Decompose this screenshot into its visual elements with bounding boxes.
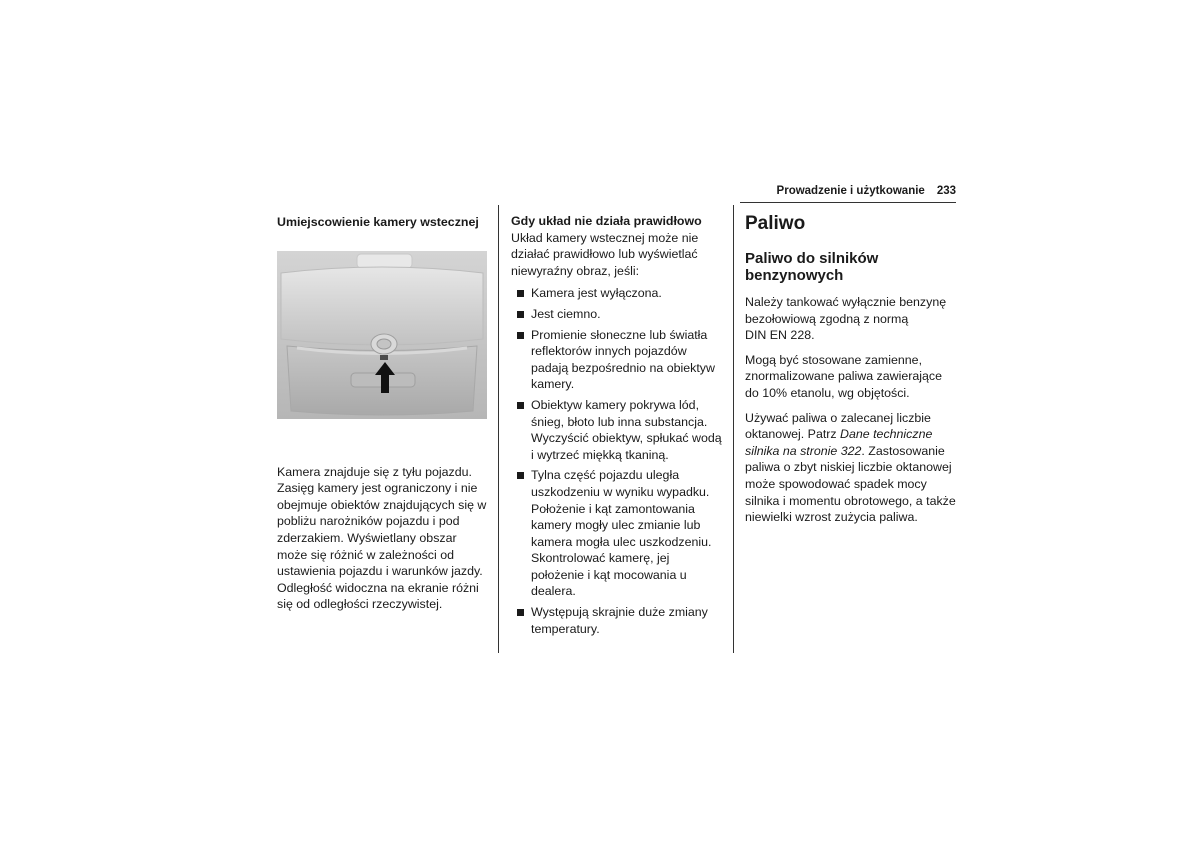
fuel-paragraph-3-start: Używać paliwa o zalecanej liczbie oktanowej. Patrz — [745, 410, 931, 442]
page-header — [740, 185, 956, 197]
malfunction-heading: Gdy układ nie działa prawidłowo — [511, 214, 702, 228]
column-camera-location — [277, 213, 489, 613]
column-fuel — [745, 213, 957, 526]
page-number: 233 — [936, 185, 956, 197]
list-item: Jest ciemno. — [511, 306, 723, 323]
column-malfunction — [511, 213, 723, 641]
malfunction-intro: Układ kamery wstecznej może nie działać prawidłowo lub wyświetlać niewyraźny obraz, jeśli: — [511, 230, 699, 278]
fuel-title: Paliwo — [745, 213, 806, 234]
list-item: Występują skrajnie duże zmiany temperatury. — [511, 604, 723, 637]
camera-location-heading: Umiejscowienie kamery wstecznej — [277, 215, 479, 229]
list-item: Promienie słoneczne lub światła reflektorów innych pojazdów padają bezpośrednio na obiektyw kamery. — [511, 327, 723, 393]
column-divider-1 — [498, 205, 499, 653]
section-title: Prowadzenie i użytkowanie — [776, 185, 925, 197]
fuel-paragraph-1-text: Należy tankować wyłącznie benzynę bezołowiową zgodną z normą — [745, 295, 947, 326]
technical-data-reference[interactable]: Dane techniczne silnika na stronie 322 — [745, 427, 933, 458]
fuel-paragraph-3 — [745, 410, 957, 526]
list-item: Kamera jest wyłączona. — [511, 285, 723, 302]
column-divider-2 — [733, 205, 734, 653]
malfunction-list — [511, 285, 723, 637]
fuel-paragraph-3-end: . Zastosowanie paliwa o zbyt niskiej liczbie oktanowej może spowodować spadek mocy silnika i momentu obrotowego, a także niewielki wzrost zużycia paliwa. — [745, 443, 956, 525]
header-rule — [740, 202, 956, 203]
fuel-paragraph-2: Mogą być stosowane zamienne, znormalizowane paliwa zawierające do 10% etanolu, wg objętości. — [745, 352, 942, 400]
list-item: Obiektyw kamery pokrywa lód, śnieg, błoto lub inna substancja. Wyczyścić obiektyw, spłukać wodą i wytrzeć miękką tkaniną. — [511, 397, 723, 463]
camera-location-text: Kamera znajduje się z tyłu pojazdu. Zasięg kamery jest ograniczony i nie obejmuje obiektów znajdujących się w pobliżu narożników pojazdu i pod zderzakiem. Wyświetlany obszar może się różnić w zależności od ustawienia pojazdu i warunków jazdy. Odległość widoczna na ekranie różni się od odległości rzeczywistej. — [277, 464, 487, 612]
fuel-paragraph-1 — [745, 294, 957, 344]
petrol-fuel-subtitle: Paliwo do silników benzynowych — [745, 250, 879, 284]
rear-camera-photo — [277, 251, 487, 419]
list-item: Tylna część pojazdu uległa uszkodzeniu w wyniku wypadku. Położenie i kąt zamontowania kamery mogły ulec zmianie lub kamera mogła ulec uszkodzeniu. Skontrolować kamerę, jej położenie i kąt mocowania u dealera. — [511, 467, 723, 600]
fuel-standard: DIN EN 228. — [745, 328, 815, 343]
